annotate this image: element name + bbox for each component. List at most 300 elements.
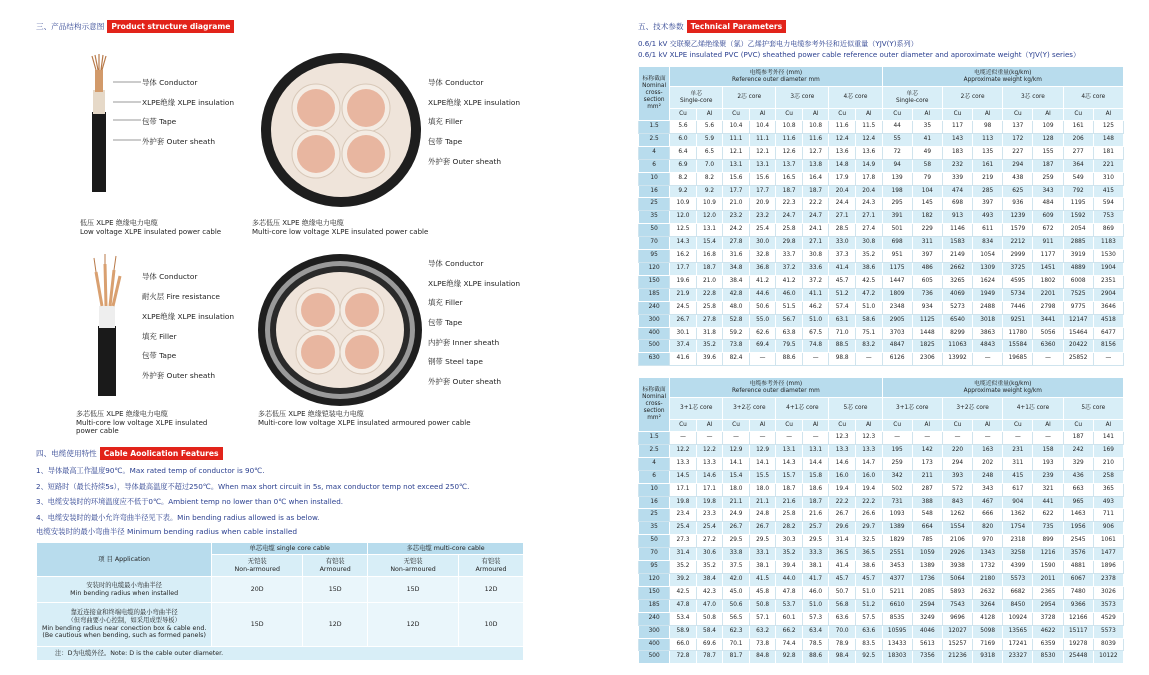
value-cell: 18.7 (802, 496, 829, 509)
al-header: Al (1033, 420, 1063, 432)
value-cell: 139 (882, 172, 912, 185)
value-cell: 343 (1033, 185, 1063, 198)
value-cell: 698 (882, 237, 912, 250)
cable3-label-filler: 填充 Filler (142, 332, 177, 341)
table-row (639, 548, 1124, 561)
value-cell: 9318 (973, 651, 1003, 664)
table-row (639, 121, 1124, 134)
value-cell: 10.9 (696, 198, 723, 211)
cable2-label-sheath: 外护套 Outer sheath (428, 157, 502, 166)
value-cell: 14.3 (776, 457, 803, 470)
value-cell: 15584 (1003, 340, 1033, 353)
value-cell: 12.4 (829, 133, 856, 146)
value-cell: 41.2 (749, 275, 776, 288)
value-cell: 5613 (912, 638, 942, 651)
value-cell: 6359 (1033, 638, 1063, 651)
section-cell: 150 (639, 586, 670, 599)
value-cell: 965 (1063, 496, 1093, 509)
core-group-header: 4+1芯 core (776, 398, 829, 420)
value-cell: 28.5 (829, 224, 856, 237)
diameter-header-line: Reference outer diameter mm (732, 76, 820, 83)
value-cell: 1732 (973, 561, 1003, 574)
cable3-label-insulation: XLPE绝缘 XLPE insulation (142, 312, 235, 321)
value-cell: 13.1 (776, 444, 803, 457)
cable3-label-conductor: 导体 Conductor (142, 272, 198, 281)
value-cell: 59.2 (723, 327, 750, 340)
value-cell: 187 (1063, 432, 1093, 445)
cu-header: Cu (723, 109, 750, 121)
value-cell: 78.9 (829, 638, 856, 651)
value-cell: 493 (1093, 496, 1123, 509)
value-cell: 45.0 (723, 586, 750, 599)
table-row (639, 185, 1124, 198)
value-cell: 7446 (1003, 301, 1033, 314)
al-header: Al (855, 109, 882, 121)
subhead-en: Armoured (475, 565, 507, 573)
value-cell: 4843 (973, 340, 1003, 353)
value-cell: 397 (973, 198, 1003, 211)
value-cell: 25.8 (776, 509, 803, 522)
value-cell: 934 (912, 301, 942, 314)
value-cell: 622 (1033, 509, 1063, 522)
parameters-table-1 (638, 66, 1124, 366)
value-cell: 3026 (1093, 586, 1123, 599)
value-cell: 736 (912, 288, 942, 301)
value-cell: 2054 (1063, 224, 1093, 237)
value-cell: 2011 (1033, 573, 1063, 586)
value-cell: 42.5 (670, 586, 697, 599)
bending-value: 15D (368, 577, 459, 603)
value-cell: 486 (912, 262, 942, 275)
value-cell: 33.0 (829, 237, 856, 250)
value-cell: 6.9 (670, 159, 697, 172)
value-cell: 3018 (973, 314, 1003, 327)
subhead-cn: 无铠装 (403, 557, 423, 565)
value-cell: 19685 (1003, 353, 1033, 366)
value-cell: 951 (882, 250, 912, 263)
value-cell: 13992 (942, 353, 972, 366)
table-row (639, 301, 1124, 314)
table-row (639, 340, 1124, 353)
value-cell: 1624 (973, 275, 1003, 288)
value-cell: 14.3 (670, 237, 697, 250)
value-cell: 45.7 (855, 573, 882, 586)
value-cell: 9.2 (696, 185, 723, 198)
value-cell: 39.4 (776, 561, 803, 574)
value-cell: 9775 (1063, 301, 1093, 314)
al-header: Al (696, 109, 723, 121)
section-cell: 50 (639, 535, 670, 548)
value-cell: 98.8 (829, 353, 856, 366)
core-group-header (882, 87, 942, 109)
value-cell: 10924 (1003, 612, 1033, 625)
value-cell: 227 (1003, 146, 1033, 159)
value-cell: 12.0 (670, 211, 697, 224)
table-row (639, 573, 1124, 586)
value-cell: 195 (882, 444, 912, 457)
table-row (639, 198, 1124, 211)
value-cell: 13433 (882, 638, 912, 651)
value-cell: 27.8 (696, 314, 723, 327)
value-cell: 16.5 (776, 172, 803, 185)
value-cell: 161 (1063, 121, 1093, 134)
value-cell: 12.4 (855, 133, 882, 146)
value-cell: 27.4 (855, 224, 882, 237)
value-cell: 71.0 (829, 327, 856, 340)
value-cell: 13.3 (670, 457, 697, 470)
value-cell: 4889 (1063, 262, 1093, 275)
table-row (639, 535, 1124, 548)
value-cell: 1262 (942, 509, 972, 522)
value-cell: 187 (1033, 159, 1063, 172)
value-cell: 2106 (942, 535, 972, 548)
value-cell: 24.1 (802, 224, 829, 237)
value-cell: 24.9 (723, 509, 750, 522)
value-cell: 2905 (882, 314, 912, 327)
value-cell: 15.6 (749, 172, 776, 185)
value-cell: 83.5 (855, 638, 882, 651)
value-cell: 183 (942, 146, 972, 159)
section-cell: 25 (639, 509, 670, 522)
core-group-header: 3+2芯 core (942, 398, 1002, 420)
value-cell: 329 (1063, 457, 1093, 470)
weight-header-line: Approximate weight kg/km (963, 76, 1042, 83)
value-cell: 30.3 (776, 535, 803, 548)
value-cell: 220 (942, 444, 972, 457)
value-cell: 18.7 (696, 262, 723, 275)
value-cell: 88.5 (829, 340, 856, 353)
section-structure-header (36, 20, 234, 33)
value-cell: 25.8 (776, 224, 803, 237)
value-cell: 9251 (1003, 314, 1033, 327)
table-row (639, 327, 1124, 340)
cu-header: Cu (776, 109, 803, 121)
value-cell: 3938 (942, 561, 972, 574)
value-cell: 2632 (973, 586, 1003, 599)
value-cell: 69.6 (696, 638, 723, 651)
section-header-line: mm² (647, 104, 661, 110)
section-cell: 630 (639, 353, 670, 366)
value-cell: 55 (882, 133, 912, 146)
value-cell: 34.8 (723, 262, 750, 275)
table-row (639, 314, 1124, 327)
table-row (639, 211, 1124, 224)
value-cell: 38.4 (696, 573, 723, 586)
value-cell: 899 (1033, 535, 1063, 548)
value-cell: 29.6 (829, 522, 856, 535)
value-cell: 24.7 (802, 211, 829, 224)
section-cell: 70 (639, 237, 670, 250)
value-cell: 12.0 (696, 211, 723, 224)
value-cell: 24.4 (829, 198, 856, 211)
cable3-label-fire: 耐火层 Fire resistance (142, 292, 220, 301)
value-cell: 221 (1093, 159, 1123, 172)
value-cell: 1389 (882, 522, 912, 535)
value-cell: 1061 (1093, 535, 1123, 548)
subhead-cn: 无铠装 (247, 557, 267, 565)
section-cell: 1.5 (639, 121, 670, 134)
value-cell: 83.2 (855, 340, 882, 353)
section-cell: 500 (639, 651, 670, 664)
value-cell: 23.2 (749, 211, 776, 224)
value-cell: 1554 (942, 522, 972, 535)
value-cell: 2488 (973, 301, 1003, 314)
value-cell: 14.9 (855, 159, 882, 172)
core-group-header: 3+1芯 core (882, 398, 942, 420)
value-cell: 210 (1093, 457, 1123, 470)
value-cell: 731 (882, 496, 912, 509)
value-cell: 6.4 (670, 146, 697, 159)
value-cell: 438 (1003, 172, 1033, 185)
value-cell: 24.8 (749, 509, 776, 522)
value-cell: 277 (1063, 146, 1093, 159)
value-cell: 8450 (1003, 599, 1033, 612)
table-row (639, 262, 1124, 275)
value-cell: 30.8 (855, 237, 882, 250)
value-cell: 6360 (1033, 340, 1063, 353)
value-cell: 27.1 (829, 211, 856, 224)
value-cell: 3863 (973, 327, 1003, 340)
subhead-en: Armoured (319, 565, 351, 573)
value-cell: 294 (1003, 159, 1033, 172)
value-cell: 7543 (942, 599, 972, 612)
value-cell: 51.0 (802, 314, 829, 327)
value-cell: 32.5 (855, 535, 882, 548)
core-group-header (776, 87, 829, 109)
value-cell: 33.6 (802, 262, 829, 275)
value-cell: 753 (1093, 211, 1123, 224)
value-cell: 1590 (1033, 561, 1063, 574)
core-group-cn: 3芯 core (790, 94, 815, 100)
value-cell: 869 (1093, 224, 1123, 237)
cable3-caption-en2: power cable (76, 427, 119, 436)
value-cell: 493 (973, 211, 1003, 224)
al-header: Al (912, 420, 942, 432)
value-cell: 23.4 (670, 509, 697, 522)
section-header-line: cross- (645, 401, 663, 407)
value-cell: 15117 (1063, 625, 1093, 638)
value-cell: 735 (1033, 522, 1063, 535)
value-cell: 17241 (1003, 638, 1033, 651)
value-cell: 67.5 (802, 327, 829, 340)
value-cell: 98 (973, 121, 1003, 134)
value-cell: 47.2 (855, 288, 882, 301)
table-row (639, 651, 1124, 664)
value-cell: 19.6 (670, 275, 697, 288)
value-cell: 248 (973, 470, 1003, 483)
value-cell: 14.6 (829, 457, 856, 470)
value-cell: 36.5 (829, 548, 856, 561)
value-cell: 78.7 (696, 651, 723, 664)
value-cell: 572 (942, 483, 972, 496)
al-header: Al (973, 420, 1003, 432)
diameter-header-line: 电缆参考外径 (mm) (749, 69, 803, 76)
value-cell: 242 (1063, 444, 1093, 457)
value-cell: 29.8 (776, 237, 803, 250)
value-cell: 1825 (912, 340, 942, 353)
value-cell: 2798 (1033, 301, 1063, 314)
value-cell: 15257 (942, 638, 972, 651)
value-cell: 501 (882, 224, 912, 237)
core-group-header (942, 87, 1002, 109)
value-cell: 3264 (973, 599, 1003, 612)
core-group-cn: 2芯 core (960, 94, 985, 100)
core-group-cn: 2芯 core (737, 94, 762, 100)
value-cell: 163 (973, 444, 1003, 457)
table-row (639, 638, 1124, 651)
value-cell: 843 (942, 496, 972, 509)
value-cell: — (749, 432, 776, 445)
cable4-label-inner-sheath: 内护套 Inner sheath (428, 338, 500, 347)
value-cell: 35.2 (696, 340, 723, 353)
section-cell: 35 (639, 522, 670, 535)
value-cell: 415 (1093, 185, 1123, 198)
value-cell: 343 (973, 483, 1003, 496)
core-group-header (1063, 87, 1123, 109)
value-cell: 137 (1003, 121, 1033, 134)
value-cell: 15.6 (723, 172, 750, 185)
value-cell: 287 (912, 483, 942, 496)
value-cell: 1463 (1063, 509, 1093, 522)
value-cell: 549 (1063, 172, 1093, 185)
value-cell: 13.1 (696, 224, 723, 237)
value-cell: 45.7 (829, 573, 856, 586)
value-cell: 2954 (1033, 599, 1063, 612)
value-cell: 4595 (1003, 275, 1033, 288)
value-cell: 5098 (973, 625, 1003, 638)
section-cell: 10 (639, 483, 670, 496)
value-cell: 74.8 (802, 340, 829, 353)
multi-core-cable-image (88, 254, 128, 399)
value-cell: 79.5 (776, 340, 803, 353)
value-cell: 63.1 (829, 314, 856, 327)
value-cell: 29.5 (723, 535, 750, 548)
value-cell: 49 (912, 146, 942, 159)
value-cell: 141 (1093, 432, 1123, 445)
value-cell: 66.0 (670, 638, 697, 651)
row-label-en2: (Be cautious when bending, such as formed panels) (42, 632, 206, 640)
value-cell: 239 (1033, 470, 1063, 483)
value-cell: 13.1 (802, 444, 829, 457)
value-cell: 98.4 (829, 651, 856, 664)
value-cell: 41.4 (829, 262, 856, 275)
weight-header-line: 电缆近似重量(kg/km) (974, 380, 1032, 387)
value-cell: 4847 (882, 340, 912, 353)
value-cell: 46.0 (776, 288, 803, 301)
value-cell: 58.6 (855, 314, 882, 327)
value-cell: 2885 (1063, 237, 1093, 250)
value-cell: 4518 (1093, 314, 1123, 327)
weight-header-line: Approximate weight kg/km (963, 387, 1042, 394)
value-cell: 1389 (912, 561, 942, 574)
section-cell: 500 (639, 340, 670, 353)
value-cell: 484 (1033, 198, 1063, 211)
table-row (639, 172, 1124, 185)
value-cell: 47.8 (670, 599, 697, 612)
value-cell: 53.4 (670, 612, 697, 625)
section-header-line: 标称截面 (642, 76, 666, 82)
value-cell: 2306 (912, 353, 942, 366)
value-cell: 73.8 (723, 340, 750, 353)
cable2-label-insulation: XLPE绝缘 XLPE insulation (428, 98, 521, 107)
value-cell: 21.0 (696, 275, 723, 288)
value-cell: 51.0 (802, 599, 829, 612)
value-cell: 50.7 (829, 586, 856, 599)
section-header-cell (639, 378, 670, 432)
value-cell: 70.0 (829, 625, 856, 638)
value-cell: 1343 (973, 548, 1003, 561)
value-cell: 14.8 (829, 159, 856, 172)
value-cell: 1125 (912, 314, 942, 327)
value-cell: 92.8 (776, 651, 803, 664)
value-cell: 2180 (973, 573, 1003, 586)
value-cell: 391 (882, 211, 912, 224)
value-cell: 20.4 (829, 185, 856, 198)
cable3-caption-cn: 多芯低压 XLPE 绝缘电力电缆 (76, 410, 168, 418)
value-cell: — (973, 432, 1003, 445)
value-cell: 14.4 (802, 457, 829, 470)
value-cell: — (912, 432, 942, 445)
value-cell: 17.1 (670, 483, 697, 496)
value-cell: 51.2 (829, 288, 856, 301)
value-cell: 1216 (1033, 548, 1063, 561)
application-item: 1、导体最高工作温度90℃。Max rated temp of conductor is 90℃. (36, 466, 265, 475)
value-cell: 18.7 (776, 483, 803, 496)
value-cell: 45.8 (749, 586, 776, 599)
value-cell: 6540 (942, 314, 972, 327)
value-cell: 3441 (1033, 314, 1063, 327)
cable4-caption-cn: 多芯低压 XLPE 绝缘铠装电力电缆 (258, 410, 364, 418)
value-cell: 14.7 (855, 457, 882, 470)
al-header: Al (696, 420, 723, 432)
value-cell: 2149 (942, 250, 972, 263)
value-cell: 38.4 (723, 275, 750, 288)
value-cell: 37.5 (723, 561, 750, 574)
value-cell: 12.2 (696, 444, 723, 457)
value-cell: 72.8 (670, 651, 697, 664)
table-row (639, 625, 1124, 638)
value-cell: 161 (973, 159, 1003, 172)
bending-value: 15D (303, 577, 368, 603)
value-cell: 311 (912, 237, 942, 250)
value-cell: 10.9 (670, 198, 697, 211)
value-cell: 12.5 (670, 224, 697, 237)
value-cell: 18.0 (723, 483, 750, 496)
bending-col-single: 单芯电缆 single core cable (212, 543, 368, 555)
value-cell: 202 (973, 457, 1003, 470)
value-cell: 14.1 (749, 457, 776, 470)
value-cell: 18.7 (776, 185, 803, 198)
value-cell: 117 (942, 121, 972, 134)
value-cell: 5573 (1093, 625, 1123, 638)
value-cell: 15.7 (776, 470, 803, 483)
value-cell: 21.6 (802, 509, 829, 522)
al-header: Al (912, 109, 942, 121)
value-cell: 22.8 (696, 288, 723, 301)
cable3-label-sheath: 外护套 Outer sheath (142, 371, 216, 380)
value-cell: 23.3 (696, 509, 723, 522)
bending-subhead (303, 555, 368, 577)
value-cell: 12.3 (855, 432, 882, 445)
al-header: Al (1033, 109, 1063, 121)
bending-table-title: 电缆安装时的最小弯曲半径 Minimum bending radius when cable installed (36, 527, 298, 536)
value-cell: 62.6 (749, 327, 776, 340)
value-cell: 57.1 (749, 612, 776, 625)
value-cell: 12.3 (829, 432, 856, 445)
value-cell: 82.4 (723, 353, 750, 366)
value-cell: 6477 (1093, 327, 1123, 340)
cable1-caption (80, 219, 221, 236)
